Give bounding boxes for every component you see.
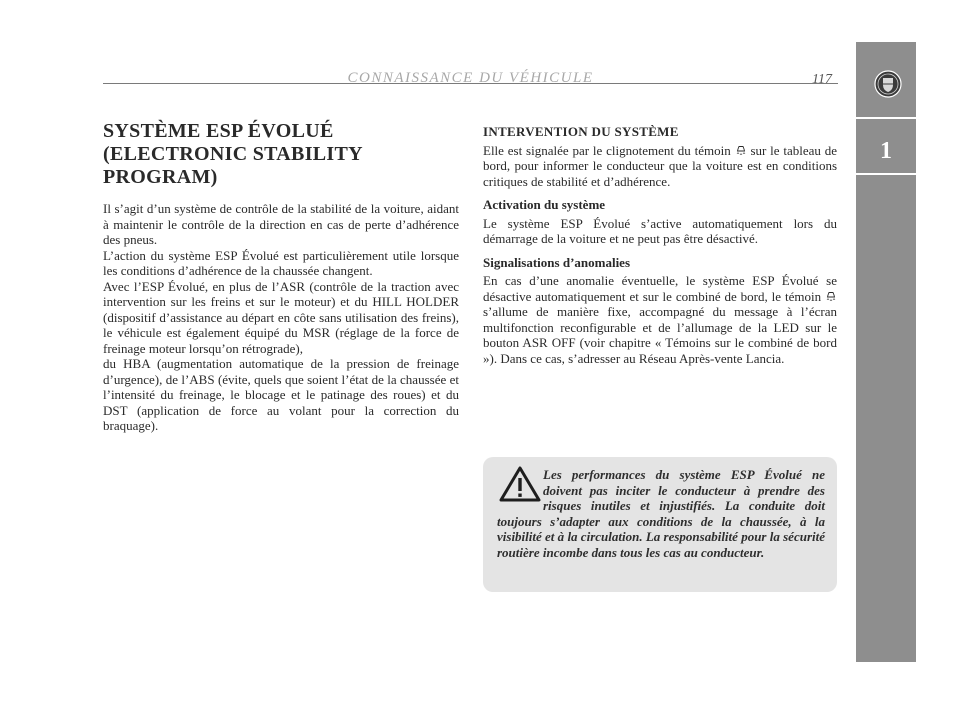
chapter-side-tab [856,42,916,662]
tab-divider-bottom [856,173,916,175]
anomalies-text-start: En cas d’une anomalie éventuelle, le système ESP Évolué se désactive automatiquement et sur le combiné de bord, le témoin [483,273,837,304]
left-column [103,120,459,434]
lancia-shield-icon [874,70,902,98]
body-paragraph: du HBA (augmentation automatique de la pression de freinage d’urgence), de l’ABS (évite, quels que soient l’état de la chaussée et l’intensité du freinage, le blocage et le patinage des roues) et du DST (application de force au volant pour la correction du braquage). [103,356,459,433]
running-header-title: CONNAISSANCE DU VÉHICULE [347,70,594,86]
activation-heading: Activation du système [483,197,606,212]
body-paragraph: Avec l’ESP Évolué, en plus de l’ASR (contrôle de la traction avec intervention sur les freins et sur le moteur) et du HILL HOLDER (dispositif d’assistance au départ en côte sans utilisation des freins), le véhicule est également équipé du MSR (réglage de la force de freinage moteur lorsqu’on rétrograde), [103,278,459,356]
tab-divider-top [856,117,916,119]
warning-text-container [497,467,825,561]
intervention-text-start: Elle est signalée par le clignotement du témoin [483,142,731,158]
warning-icon-spacer [497,467,543,511]
chapter-number: 1 [880,138,892,164]
anomalies-heading: Signalisations d’anomalies [483,254,631,270]
page-number: 117 [812,72,832,87]
warning-text: Les performances du système ESP Évolué ne doivent pas inciter le conducteur à prendre des risques inutiles et injustifiés. La conduite doit toujours s’adapter aux conditions de la chaussée, à la visibilité et à la circulation. La responsabilité pour la sécurité routière incombe dans tous les cas au conducteur. [497,467,825,560]
intervention-heading: INTERVENTION DU SYSTÈME [483,124,679,139]
section-title-line: PROGRAM) [103,166,218,188]
body-paragraph: Il s’agit d’un système de contrôle de la stabilité de la voiture, aidant à maintenir le contrôle de la direction en cas de perte d’adhérence des pneus. [103,201,459,247]
intervention-paragraph [483,143,837,190]
body-paragraph: L’action du système ESP Évolué est particulièrement utile lorsque les conditions d’adhérence de la chaussée changent. [103,247,459,278]
section-title [103,120,459,189]
esp-skid-car-icon [735,144,747,156]
section-title-line: (ELECTRONIC STABILITY [103,143,363,165]
esp-skid-car-icon [825,290,837,302]
right-column [483,124,837,366]
header-rule [103,83,838,84]
section-title-line: SYSTÈME ESP ÉVOLUÉ [103,120,334,142]
anomalies-paragraph [483,273,837,366]
activation-paragraph: Le système ESP Évolué s’active automatiquement lors du démarrage de la voiture et ne peut pas être désactivé. [483,215,837,246]
anomalies-text-end: s’allume de manière fixe, accompagné du message à l’écran multifonction reconfigurable et de l’allumage de la LED sur le bouton ASR OFF (voir chapitre « Témoins sur le combiné de bord »). Dans ce cas, s’adresser au Réseau Après-vente Lancia. [483,304,837,366]
intervention-text-end: sur le tableau de bord, pour informer le conducteur que la voiture est en conditions critiques de stabilité et d’adhérence. [483,142,838,189]
warning-box [483,457,837,592]
